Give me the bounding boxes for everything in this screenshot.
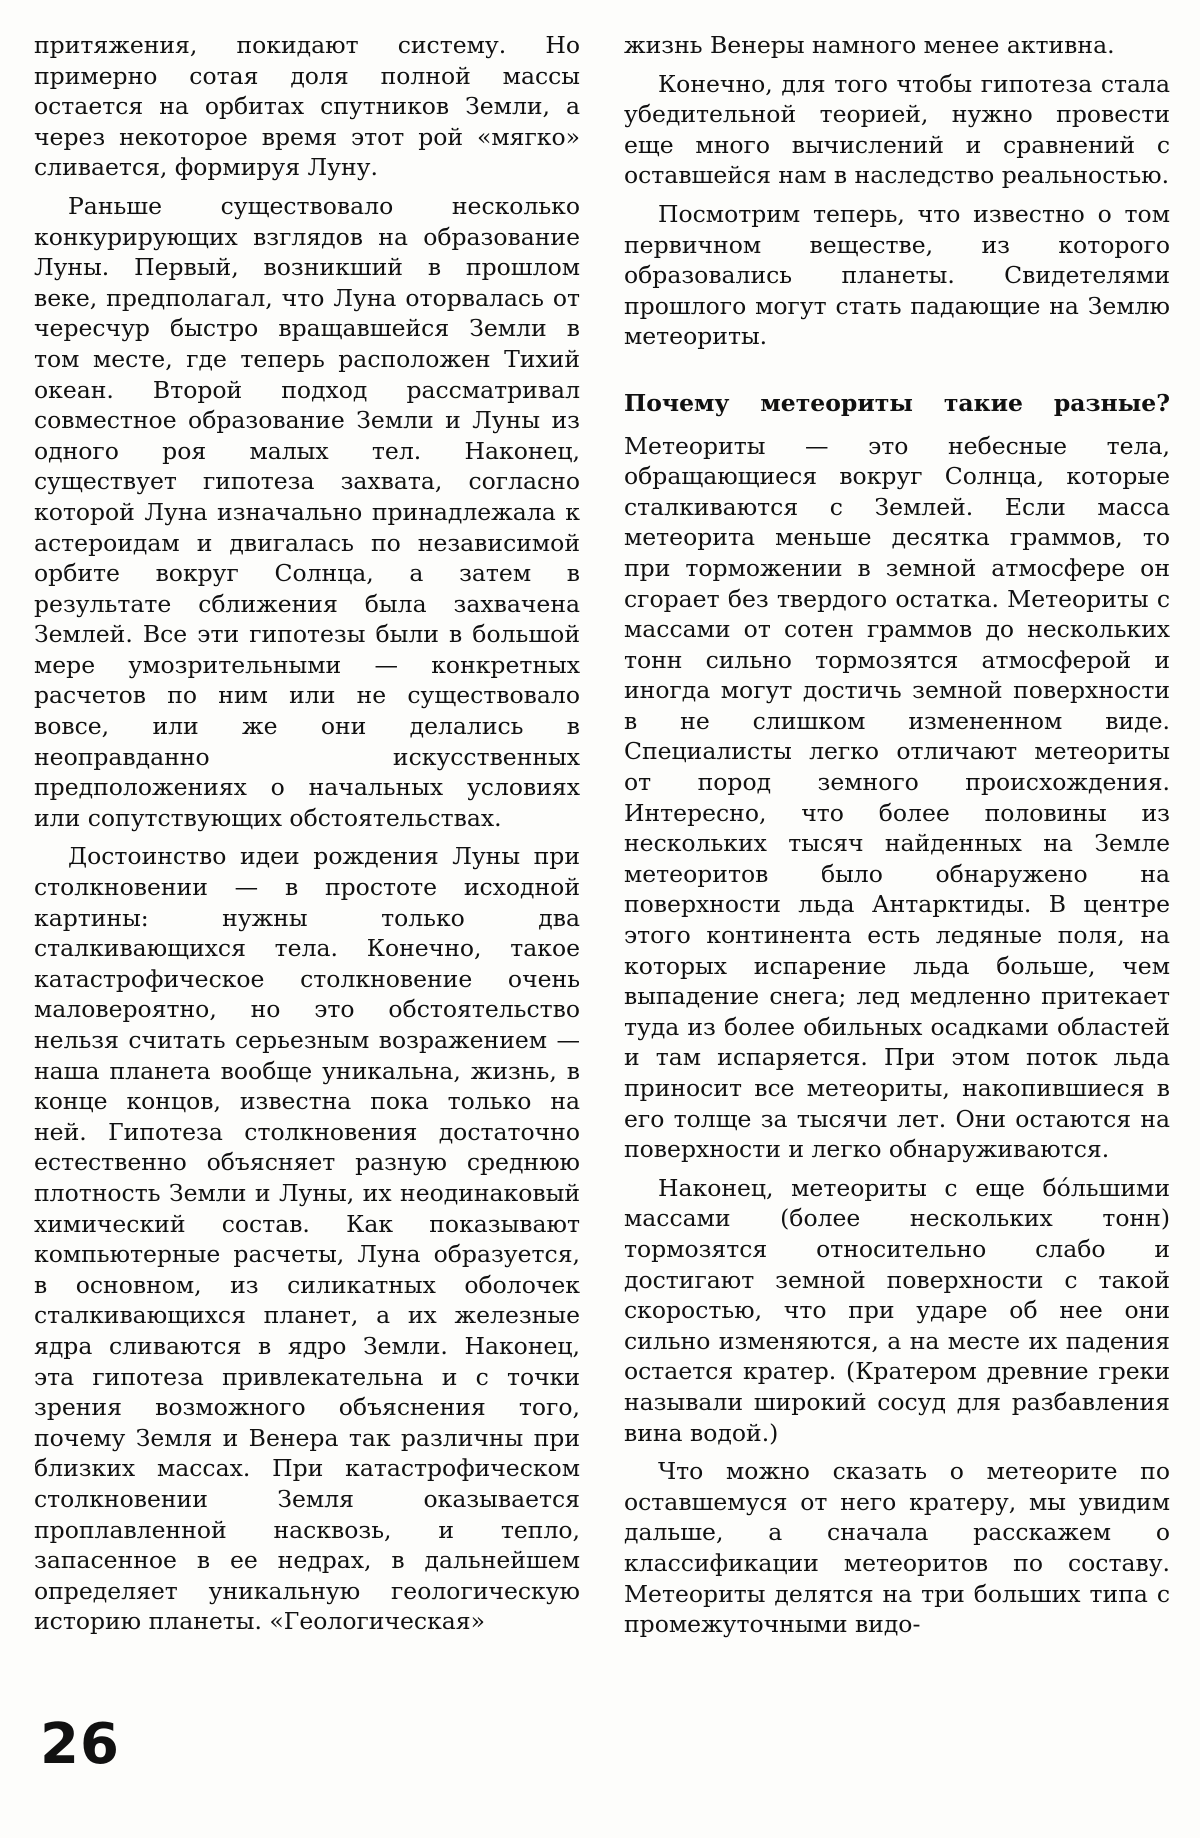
paragraph: Метеориты — это небесные тела, обращающиеся вокруг Солнца, которые сталкиваются с Землей. Если масса метеорита меньше десятка граммов, то при торможении в земной атмосфере он сгорает без твердого остатка. Метеориты с массами от сотен граммов до нескольких тонн сильно тормозятся атмосферой и иногда могут достичь земной поверхности в не слишком измененном виде. Специалисты легко отличают метеориты от пород земного происхождения. Интересно, что более половины из нескольких тысяч найденных на Земле метеоритов было обнаружено на поверхности льда Антарктиды. В центре этого континента есть ледяные поля, на которых испарение льда больше, чем выпадение снега; лед медленно притекает туда из более обильных осадками областей и там испаряется. При этом поток льда приносит все метеориты, накопившиеся в его толще за тысячи лет. Они остаются на поверхности и легко обнаруживаются. xyxy=(624,431,1170,1164)
paragraph: Конечно, для того чтобы гипотеза стала убедительной теорией, нужно провести еще много вычислений и сравнений с оставшейся нам в наследство реальностью. xyxy=(624,69,1170,190)
paragraph: Что можно сказать о метеорите по оставшемуся от него кратеру, мы увидим дальше, а сначала расскажем о классификации метеоритов по составу. Метеориты делятся на три больших типа с промежуточными видо- xyxy=(624,1457,1170,1639)
section-heading: Почему метеориты такие разные? xyxy=(624,388,1170,417)
paragraph: Наконец, метеориты с еще бо́льшими массами (более нескольких тонн) тормозятся относительно слабо и достигают земной поверхности с такой скоростью, что при ударе об нее они сильно изменяются, а на месте их падения остается кратер. (Кратером древние греки называли широкий сосуд для разбавления вина водой.) xyxy=(624,1173,1170,1447)
paragraph: Посмотрим теперь, что известно о том первичном веществе, из которого образовались планеты. Свидетелями прошлого могут стать падающие на Землю метеориты. xyxy=(624,199,1170,351)
paragraph: Достоинство идеи рождения Луны при столкновении — в простоте исходной картины: нужны только два сталкивающихся тела. Конечно, такое катастрофическое столкновение очень маловероятно, но это обстоятельство нельзя считать серьезным возражением — наша планета вообще уникальна, жизнь, в конце концов, известна пока только на ней. Гипотеза столкновения достаточно естественно объясняет разную среднюю плотность Земли и Луны, их неодинаковый химический состав. Как показывают компьютерные расчеты, Луна образуется, в основном, из силикатных оболочек сталкивающихся планет, а их железные ядра сливаются в ядро Земли. Наконец, эта гипотеза привлекательна и с точки зрения возможного объяснения того, почему Земля и Венера так различны при близких массах. При катастрофическом столкновении Земля оказывается проплавленной насквозь, и тепло, запасенное в ее недрах, в дальнейшем определяет уникальную геологическую историю планеты. «Геологическая» xyxy=(34,842,580,1636)
right-column xyxy=(624,30,1170,1648)
left-column xyxy=(34,30,580,1645)
paragraph: притяжения, покидают систему. Но примерно сотая доля полной массы остается на орбитах спутников Земли, а через некоторое время этот рой «мягко» сливается, формируя Луну. xyxy=(34,31,580,182)
paragraph: Раньше существовало несколько конкурирующих взглядов на образование Луны. Первый, возникший в прошлом веке, предполагал, что Луна оторвалась от чересчур быстро вращавшейся Земли в том месте, где теперь расположен Тихий океан. Второй подход рассматривал совместное образование Земли и Луны из одного роя малых тел. Наконец, существует гипотеза захвата, согласно которой Луна изначально принадлежала к астероидам и двигалась по независимой орбите вокруг Солнца, а затем в результате сближения была захвачена Землей. Все эти гипотезы были в большой мере умозрительными — конкретных расчетов по ним или не существовало вовсе, или же они делались в неоправданно искусственных предположениях о начальных условиях или сопутствующих обстоятельствах. xyxy=(34,191,580,832)
page-number: 26 xyxy=(40,1712,120,1777)
paragraph: жизнь Венеры намного менее активна. xyxy=(624,31,1115,59)
